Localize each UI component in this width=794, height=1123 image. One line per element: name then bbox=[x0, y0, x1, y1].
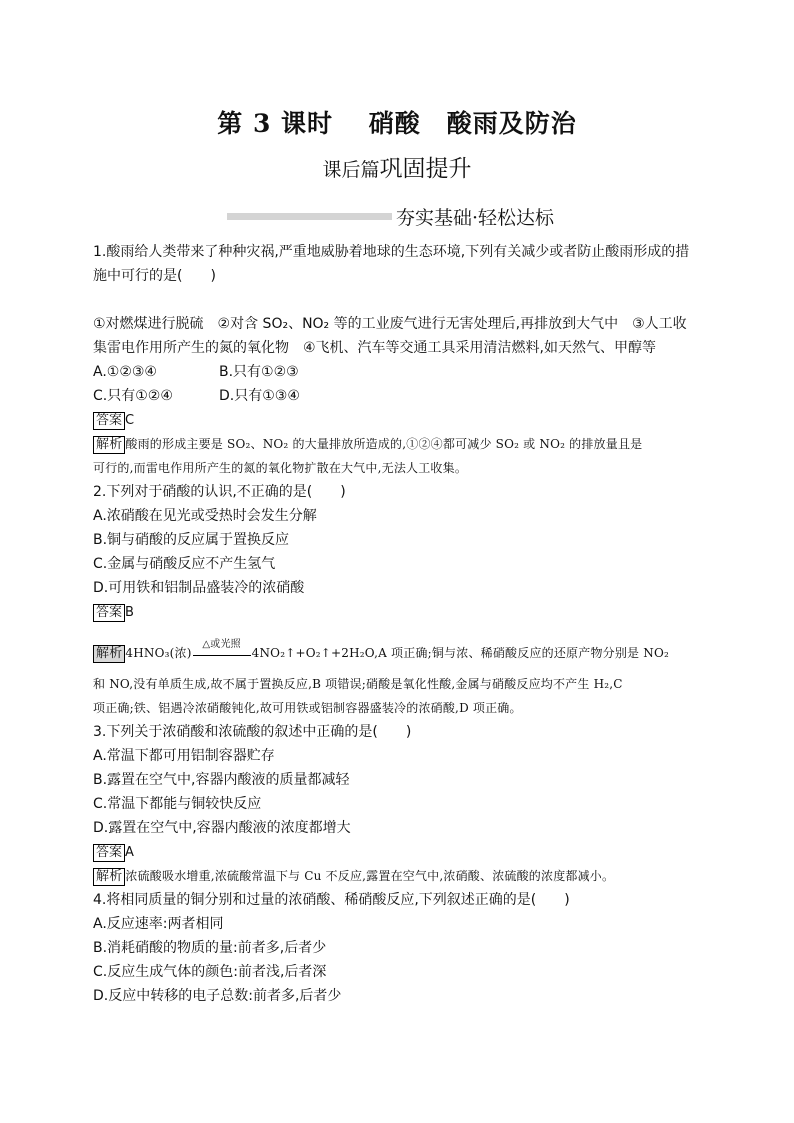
analysis-tag: 解析 bbox=[93, 868, 125, 886]
answer-value: A bbox=[125, 845, 134, 860]
subtitle-part-b: 巩固提升 bbox=[379, 156, 472, 182]
q2-option-c: C.金属与硝酸反应不产生氢气 bbox=[93, 556, 276, 572]
q3-answer bbox=[93, 842, 134, 863]
answer-value: C bbox=[125, 413, 135, 428]
q1-stem-line-2: 施中可行的是( ) bbox=[93, 268, 216, 284]
answer-value: B bbox=[125, 605, 134, 620]
answer-tag: 答案 bbox=[93, 844, 125, 862]
q4-option-b: B.消耗硝酸的物质的量:前者多,后者少 bbox=[93, 940, 327, 956]
reaction-condition: △或光照 bbox=[202, 638, 241, 650]
analysis-tag: 解析 bbox=[93, 436, 125, 454]
lesson-title: 第 3 课时 硝酸 酸雨及防治 bbox=[217, 109, 577, 138]
q2-option-d: D.可用铁和铝制品盛装冷的浓硝酸 bbox=[93, 580, 305, 596]
lesson-subtitle bbox=[0, 150, 794, 183]
q1-analysis-line-2: 可行的,而雷电作用所产生的氮的氧化物扩散在大气中,无法人工收集。 bbox=[93, 461, 468, 475]
analysis-text: 浓硫酸吸水增重,浓硫酸常温下与 Cu 不反应,露置在空气中,浓硝酸、浓硫酸的浓度都减小。 bbox=[125, 869, 615, 883]
q4-stem: 4.将相同质量的铜分别和过量的浓硝酸、稀硝酸反应,下列叙述正确的是( ) bbox=[93, 892, 570, 908]
q3-option-b: B.露置在空气中,容器内酸液的质量都减轻 bbox=[93, 772, 350, 788]
q1-option-d: D.只有①③④ bbox=[219, 388, 300, 404]
answer-tag: 答案 bbox=[93, 604, 125, 622]
q1-option-a: A.①②③④ bbox=[93, 364, 157, 380]
equation-left: 4HNO₃(浓) bbox=[125, 646, 192, 660]
q1-items-line-1: ①对燃煤进行脱硫 ②对含 SO₂、NO₂ 等的工业废气进行无害处理后,再排放到大气中 ③人工收 bbox=[93, 316, 687, 332]
q4-option-a: A.反应速率:两者相同 bbox=[93, 916, 224, 932]
answer-tag: 答案 bbox=[93, 412, 125, 430]
q4-option-d: D.反应中转移的电子总数:前者多,后者少 bbox=[93, 988, 342, 1004]
q2-analysis-line-3: 项正确;铁、铝遇冷浓硝酸钝化,故可用铁或铝制容器盛装冷的浓硝酸,D 项正确。 bbox=[93, 701, 522, 715]
q2-option-b: B.铜与硝酸的反应属于置换反应 bbox=[93, 532, 290, 548]
section-title: 夯实基础·轻松达标 bbox=[396, 207, 555, 229]
q3-option-c: C.常温下都能与铜较快反应 bbox=[93, 796, 262, 812]
q1-analysis-line-1 bbox=[93, 434, 642, 454]
section-divider-bar bbox=[227, 213, 392, 220]
q2-analysis-line-1 bbox=[93, 638, 670, 663]
q2-stem: 2.下列对于硝酸的认识,不正确的是( ) bbox=[93, 484, 346, 500]
equation-right: 4NO₂↑+O₂↑+2H₂O,A 项正确;铜与浓、稀硝酸反应的还原产物分别是 NO₂ bbox=[251, 646, 670, 660]
q3-option-d: D.露置在空气中,容器内酸液的浓度都增大 bbox=[93, 820, 351, 836]
reaction-arrow-icon bbox=[193, 638, 251, 659]
arrow-line bbox=[193, 655, 251, 656]
q1-option-c: C.只有①②④ bbox=[93, 388, 173, 404]
q3-option-a: A.常温下都可用铝制容器贮存 bbox=[93, 748, 275, 764]
subtitle-part-a: 课后篇 bbox=[322, 159, 380, 181]
q3-stem: 3.下列关于浓硝酸和浓硫酸的叙述中正确的是( ) bbox=[93, 724, 412, 740]
q3-analysis-line-1 bbox=[93, 866, 614, 886]
q2-answer bbox=[93, 602, 134, 623]
q4-option-c: C.反应生成气体的颜色:前者浅,后者深 bbox=[93, 964, 327, 980]
q2-analysis-line-2: 和 NO,没有单质生成,故不属于置换反应,B 项错误;硝酸是氧化性酸,金属与硝酸反应均不产生 H₂,C bbox=[93, 677, 623, 691]
q1-stem-line-1: 1.酸雨给人类带来了种种灾祸,严重地威胁着地球的生态环境,下列有关减少或者防止酸雨形成的措 bbox=[93, 244, 690, 260]
q2-option-a: A.浓硝酸在见光或受热时会发生分解 bbox=[93, 508, 317, 524]
q1-answer bbox=[93, 410, 134, 431]
q1-items-line-2: 集雷电作用所产生的氮的氧化物 ④飞机、汽车等交通工具采用清洁燃料,如天然气、甲醇等 bbox=[93, 340, 656, 356]
analysis-text: 酸雨的形成主要是 SO₂、NO₂ 的大量排放所造成的,①②④都可减少 SO₂ 或 NO₂ 的排放量且是 bbox=[125, 437, 643, 451]
q1-option-b: B.只有①②③ bbox=[219, 364, 299, 380]
analysis-tag: 解析 bbox=[93, 645, 125, 663]
